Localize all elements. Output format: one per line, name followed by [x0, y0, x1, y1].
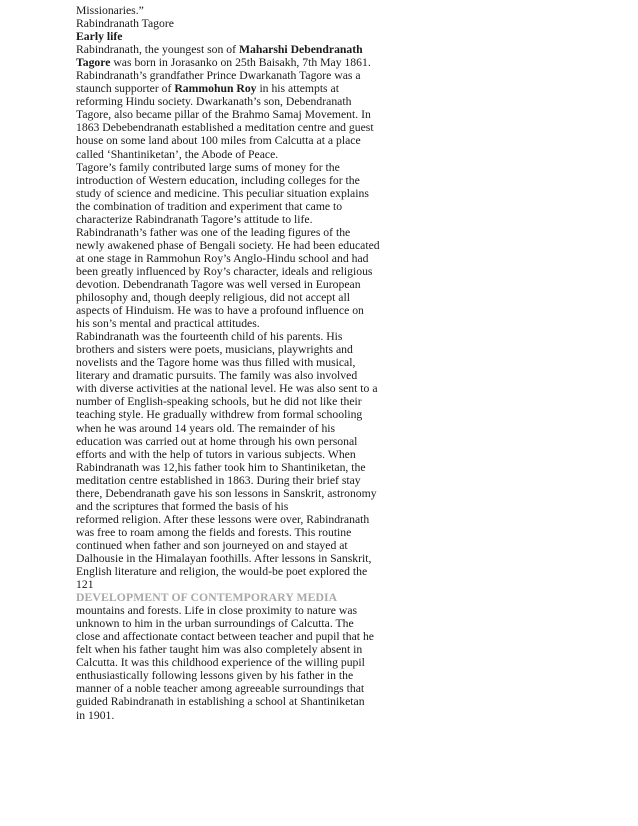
text-span: Rabindranath was 12,his father took him to Shantiniketan, the — [76, 460, 366, 474]
text-line — [76, 369, 386, 382]
document-body — [76, 4, 386, 722]
text-span: Rabindranath Tagore — [76, 17, 174, 31]
text-span: introduction of Western education, including colleges for the — [76, 173, 360, 187]
text-span: brothers and sisters were poets, musicians, playwrights and — [76, 343, 353, 357]
text-line — [76, 682, 386, 695]
text-span: manner of a noble teacher among agreeable surroundings that — [76, 682, 365, 696]
bold-text: Rammohun Roy — [174, 82, 257, 96]
text-line — [76, 630, 386, 643]
text-span: efforts and with the help of tutors in various subjects. When — [76, 447, 356, 461]
text-span: Rabindranath, the youngest son of — [76, 43, 239, 57]
text-line — [76, 474, 386, 487]
text-span: Rabindranath’s father was one of the leading figures of the — [76, 225, 351, 239]
text-line — [76, 695, 386, 708]
text-line — [76, 200, 386, 213]
text-span: education was carried out at home through his own personal — [76, 434, 358, 448]
text-line — [76, 226, 386, 239]
text-span: house on some land about 100 miles from Calcutta at a place — [76, 134, 361, 148]
text-span: devotion. Debendranath Tagore was well versed in European — [76, 277, 361, 291]
text-line — [76, 617, 386, 630]
text-line — [76, 604, 386, 617]
text-line — [76, 252, 386, 265]
text-span: unknown to him in the urban surroundings of Calcutta. The — [76, 617, 354, 631]
text-line — [76, 395, 386, 408]
text-span: when he was around 14 years old. The remainder of his — [76, 421, 336, 435]
text-line — [76, 108, 386, 121]
text-span: staunch supporter of — [76, 82, 175, 96]
text-span: close and affectionate contact between teacher and pupil that he — [76, 630, 374, 644]
text-line — [76, 330, 386, 343]
text-span: was free to roam among the fields and forests. This routine — [76, 525, 352, 539]
page-number — [76, 578, 386, 591]
text-line — [76, 408, 386, 421]
text-span: Missionaries.” — [76, 4, 144, 17]
text-line — [76, 565, 386, 578]
text-span: Calcutta. It was this childhood experience of the willing pupil — [76, 656, 365, 670]
text-span: reforming Hindu society. Dwarkanath’s son, Debendranath — [76, 95, 352, 109]
text-line — [76, 422, 386, 435]
text-line — [76, 304, 386, 317]
text-line — [76, 669, 386, 682]
text-span: Tagore, also became pillar of the Brahmo Samaj Movement. In — [76, 108, 371, 122]
text-line — [76, 448, 386, 461]
text-line — [76, 643, 386, 656]
section-heading — [76, 30, 386, 43]
text-line — [76, 148, 386, 161]
text-line — [76, 121, 386, 134]
text-line — [76, 278, 386, 291]
text-span: been greatly influenced by Roy’s character, ideals and religious — [76, 264, 373, 278]
text-span: English literature and religion, the would-be poet explored the — [76, 565, 368, 579]
text-span: guided Rabindranath in establishing a school at Shantiniketan — [76, 695, 365, 709]
text-span: Early life — [76, 30, 123, 44]
text-span: Rabindranath was the fourteenth child of his parents. His — [76, 330, 343, 344]
text-line — [76, 174, 386, 187]
text-span: with diverse activities at the national level. He was also sent to a — [76, 382, 378, 396]
text-line — [76, 343, 386, 356]
text-line — [76, 134, 386, 147]
text-line — [76, 4, 386, 17]
text-line — [76, 213, 386, 226]
text-span: 1863 Debebendranath established a meditation centre and guest — [76, 121, 374, 135]
text-span: 121 — [76, 578, 94, 592]
text-span: aspects of Hinduism. He was to have a profound influence on — [76, 304, 364, 318]
text-line — [76, 317, 386, 330]
text-line — [76, 356, 386, 369]
text-span: at one stage in Rammohun Roy’s Anglo-Hindu school and had — [76, 251, 369, 265]
text-span: felt when his father taught him was also completely absent in — [76, 643, 363, 657]
text-line — [76, 56, 386, 69]
text-span: characterize Rabindranath Tagore’s attitude to life. — [76, 212, 313, 226]
text-span: philosophy and, though deeply religious, did not accept all — [76, 291, 350, 305]
text-span: Tagore’s family contributed large sums of money for the — [76, 160, 340, 174]
text-line — [76, 500, 386, 513]
text-line — [76, 187, 386, 200]
text-span: his son’s mental and practical attitudes. — [76, 317, 260, 331]
text-line — [76, 539, 386, 552]
text-span: enthusiastically following lessons given by his father in the — [76, 669, 354, 683]
document-page — [76, 4, 386, 722]
text-span: in 1901. — [76, 708, 115, 722]
text-line — [76, 382, 386, 395]
text-span: novelists and the Tagore home was thus filled with musical, — [76, 356, 356, 370]
text-span: the combination of tradition and experiment that came to — [76, 199, 343, 213]
bold-text: Maharshi Debendranath — [238, 43, 363, 57]
text-span: number of English-speaking schools, but he did not like their — [76, 395, 362, 409]
text-line — [76, 513, 386, 526]
text-line — [76, 435, 386, 448]
text-line — [76, 69, 386, 82]
text-span: Rabindranath’s grandfather Prince Dwarkanath Tagore was a — [76, 69, 361, 83]
text-span: and the scriptures that formed the basis of his — [76, 499, 289, 513]
text-span: was born in Jorasanko on 25th Baisakh, 7th May 1861. — [110, 56, 371, 70]
running-header — [76, 591, 386, 604]
text-line — [76, 161, 386, 174]
text-span: literary and dramatic pursuits. The family was also involved — [76, 369, 358, 383]
text-line — [76, 239, 386, 252]
text-span: reformed religion. After these lessons were over, Rabindranath — [76, 512, 370, 526]
text-line — [76, 265, 386, 278]
text-line — [76, 461, 386, 474]
text-span: there, Debendranath gave his son lessons in Sanskrit, astronomy — [76, 486, 377, 500]
text-line — [76, 552, 386, 565]
text-span: DEVELOPMENT OF CONTEMPORARY MEDIA — [76, 591, 338, 605]
text-line — [76, 709, 386, 722]
text-line — [76, 95, 386, 108]
text-line — [76, 43, 386, 56]
text-line — [76, 17, 386, 30]
text-line — [76, 526, 386, 539]
text-line — [76, 487, 386, 500]
text-span: study of science and medicine. This peculiar situation explains — [76, 186, 369, 200]
text-span: mountains and forests. Life in close proximity to nature was — [76, 604, 358, 618]
bold-text: Tagore — [76, 56, 111, 70]
text-span: meditation centre established in 1863. During their brief stay — [76, 473, 361, 487]
text-span: in his attempts at — [256, 82, 339, 96]
text-span: called ‘Shantiniketan’, the Abode of Peace. — [76, 147, 279, 161]
text-span: continued when father and son journeyed on and stayed at — [76, 538, 348, 552]
text-span: teaching style. He gradually withdrew from formal schooling — [76, 408, 363, 422]
text-span: newly awakened phase of Bengali society. He had been educated — [76, 238, 380, 252]
text-line — [76, 656, 386, 669]
text-line — [76, 291, 386, 304]
text-line — [76, 82, 386, 95]
text-span: Dalhousie in the Himalayan foothills. After lessons in Sanskrit, — [76, 551, 372, 565]
